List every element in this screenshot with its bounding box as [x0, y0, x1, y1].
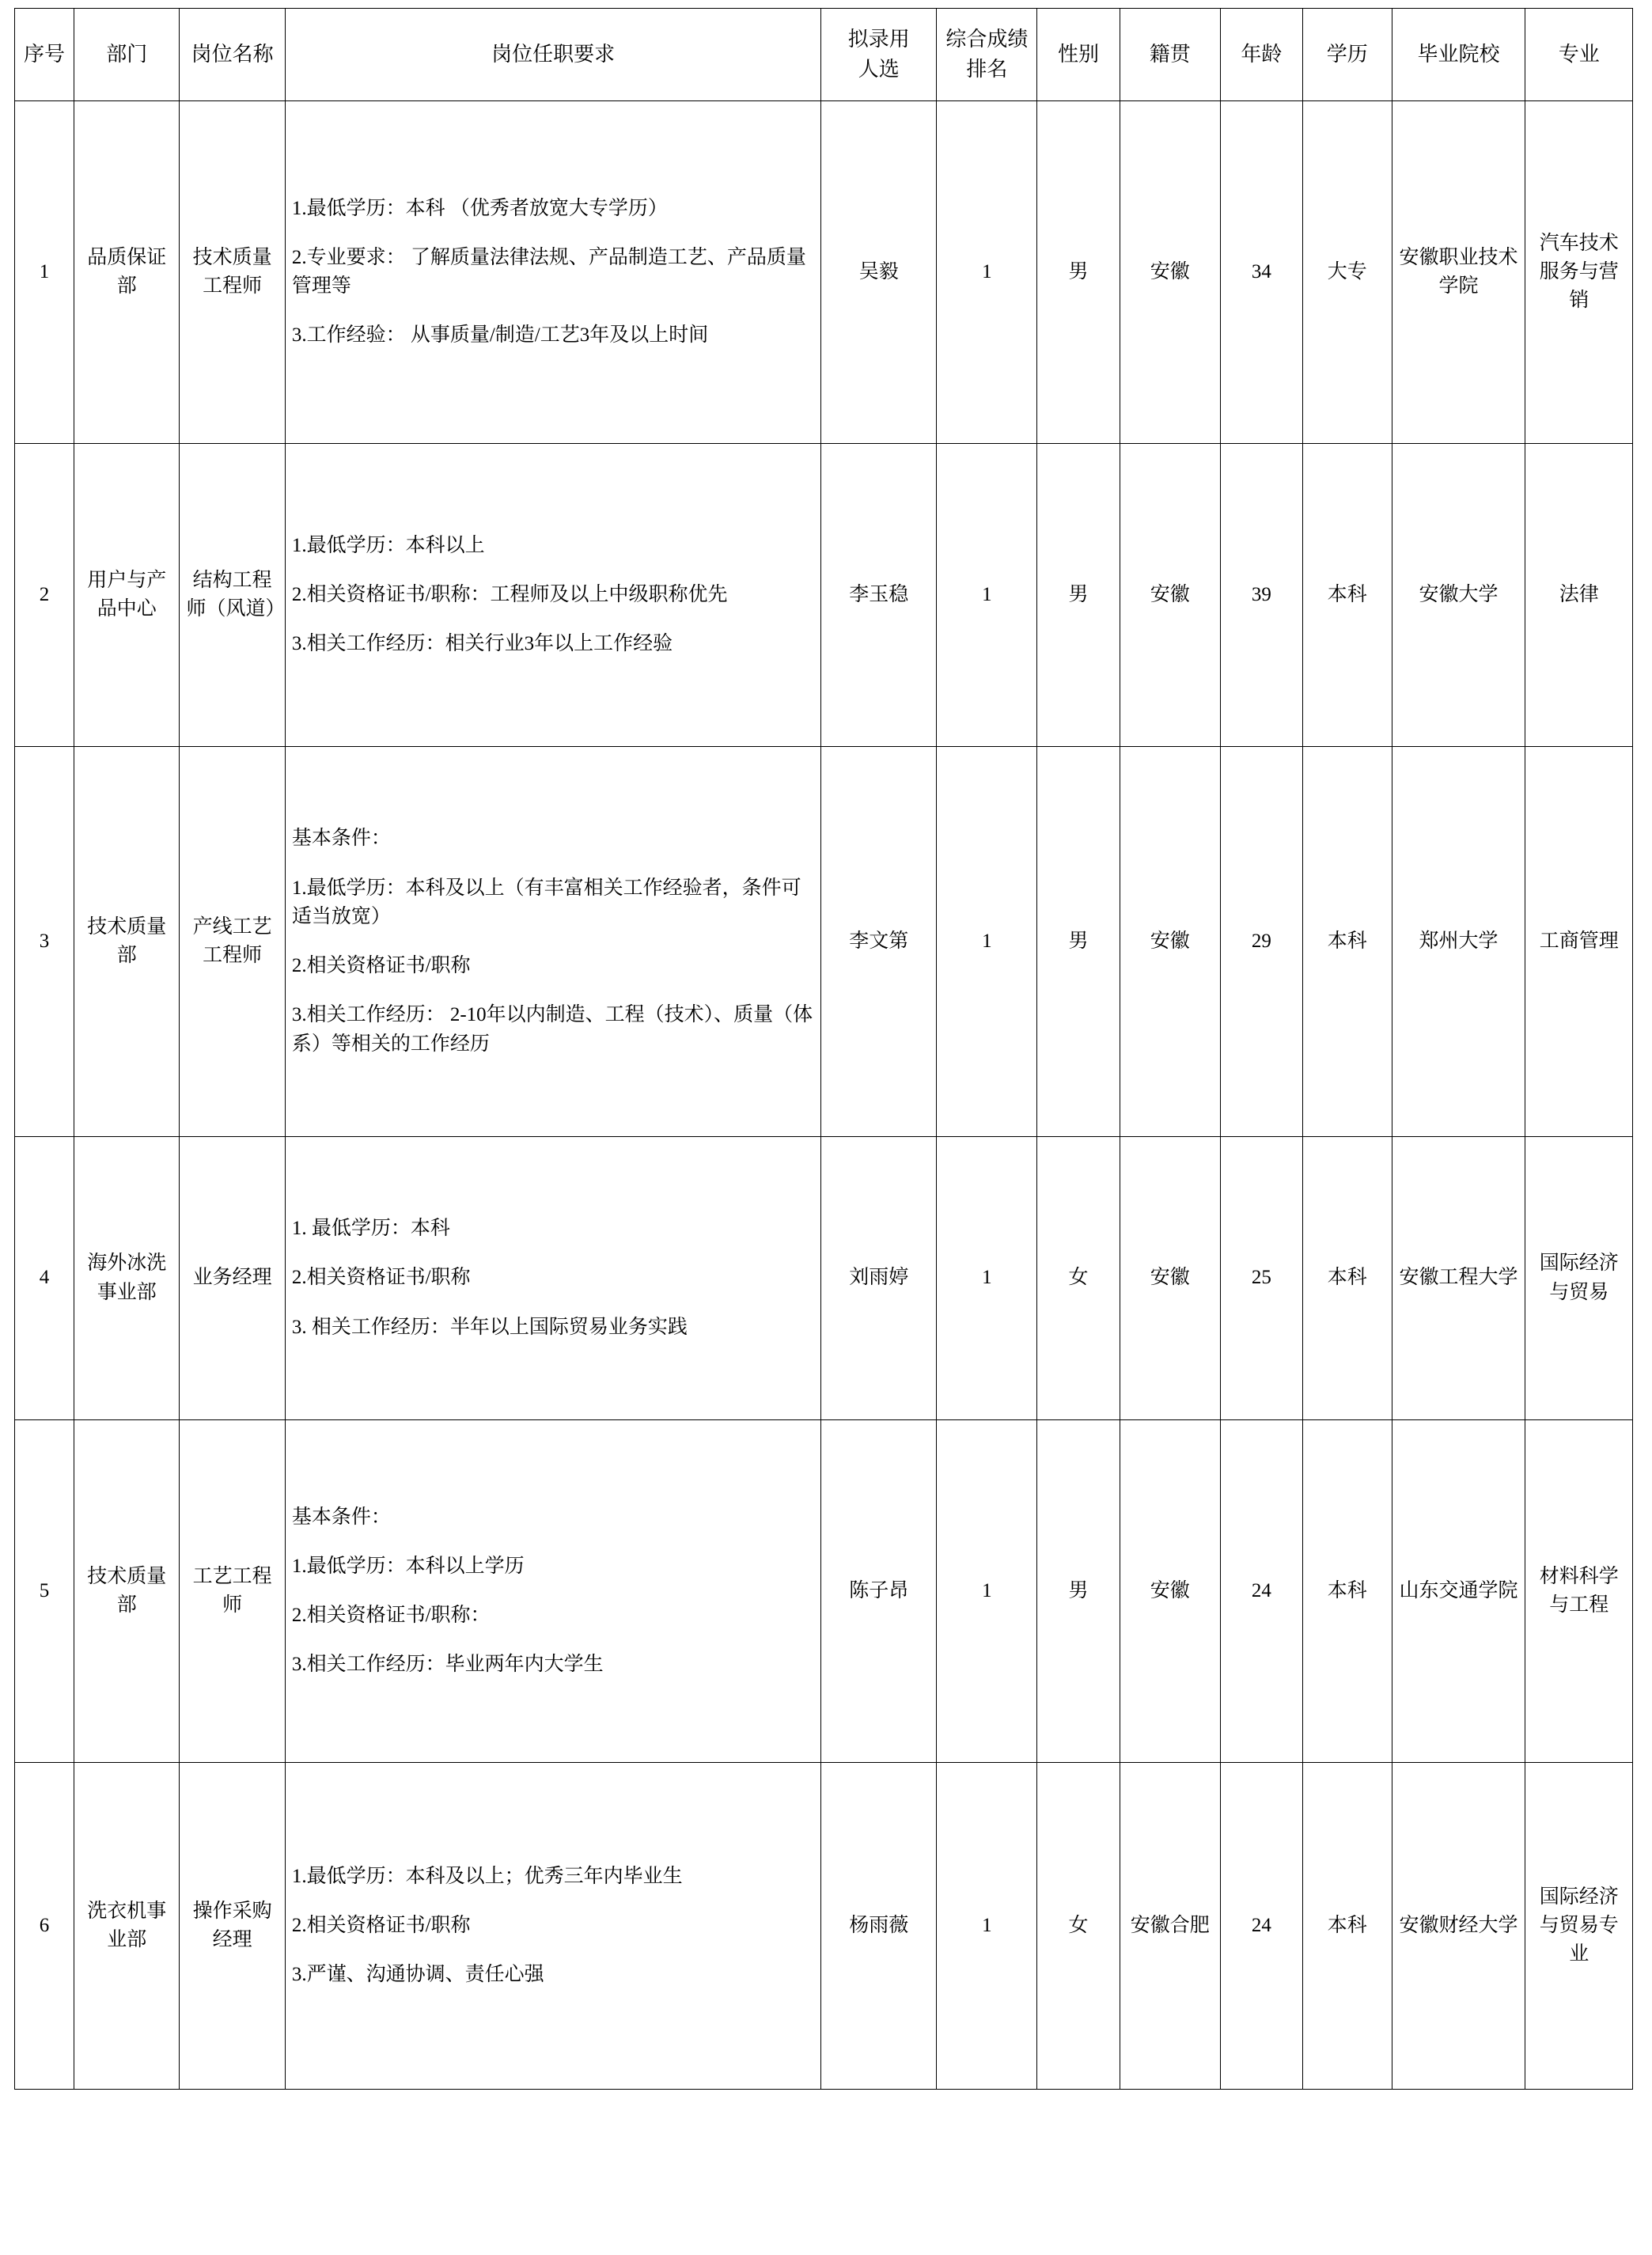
- cell-school: 安徽大学: [1392, 444, 1525, 747]
- requirement-line: 2.专业要求： 了解质量法律法规、产品制造工艺、产品质量管理等: [291, 246, 806, 297]
- cell-education: 本科: [1303, 747, 1392, 1137]
- header-school: 毕业院校: [1392, 9, 1525, 101]
- header-department: 部门: [74, 9, 180, 101]
- cell-department: 技术质量部: [74, 747, 180, 1137]
- cell-major: 汽车技术服务与营销: [1525, 101, 1633, 444]
- table-row: [15, 747, 1633, 1137]
- requirement-line: 2.相关资格证书/职称：工程师及以上中级职称优先: [291, 583, 728, 605]
- header-candidate-line2: 人选: [858, 58, 900, 81]
- cell-candidate: 杨雨薇: [821, 1763, 937, 2090]
- cell-school: 安徽职业技术学院: [1392, 101, 1525, 444]
- table-row: [15, 1763, 1633, 2090]
- cell-major: 国际经济与贸易专业: [1525, 1763, 1633, 2090]
- cell-post-name: 产线工艺工程师: [180, 747, 285, 1137]
- table-row: [15, 1137, 1633, 1420]
- cell-major: 材料科学与工程: [1525, 1420, 1633, 1763]
- cell-origin: 安徽: [1120, 101, 1220, 444]
- cell-department: 用户与产品中心: [74, 444, 180, 747]
- cell-candidate: 刘雨婷: [821, 1137, 937, 1420]
- header-rank: [937, 9, 1037, 101]
- cell-rank: 1: [937, 1763, 1037, 2090]
- cell-index: 5: [15, 1420, 74, 1763]
- cell-origin: 安徽: [1120, 1420, 1220, 1763]
- cell-gender: 男: [1037, 444, 1120, 747]
- header-candidate: [821, 9, 937, 101]
- cell-education: 本科: [1303, 444, 1392, 747]
- requirement-line: 1.最低学历：本科 （优秀者放宽大专学历）: [291, 197, 668, 219]
- recruitment-table: [14, 8, 1633, 2090]
- header-candidate-line1: 拟录用: [847, 28, 910, 51]
- header-age: 年龄: [1220, 9, 1302, 101]
- cell-origin: 安徽: [1120, 444, 1220, 747]
- cell-school: 安徽工程大学: [1392, 1137, 1525, 1420]
- header-rank-line2: 排名: [966, 58, 1008, 81]
- requirement-line: 2.相关资格证书/职称: [291, 1914, 471, 1936]
- table-row: [15, 444, 1633, 747]
- cell-origin: 安徽: [1120, 747, 1220, 1137]
- requirement-line: 2.相关资格证书/职称: [291, 955, 471, 976]
- header-row: [15, 9, 1633, 101]
- cell-department: 品质保证部: [74, 101, 180, 444]
- header-requirements: 岗位任职要求: [285, 9, 820, 101]
- cell-requirements: [285, 1420, 820, 1763]
- cell-requirements: [285, 747, 820, 1137]
- cell-origin: 安徽合肥: [1120, 1763, 1220, 2090]
- cell-requirements: [285, 101, 820, 444]
- cell-rank: 1: [937, 1137, 1037, 1420]
- cell-index: 2: [15, 444, 74, 747]
- cell-gender: 男: [1037, 1420, 1120, 1763]
- requirement-line: 2.相关资格证书/职称：: [291, 1605, 491, 1626]
- cell-school: 山东交通学院: [1392, 1420, 1525, 1763]
- cell-rank: 1: [937, 444, 1037, 747]
- requirement-line: 1.最低学历：本科以上: [291, 534, 485, 556]
- cell-requirements: [285, 1763, 820, 2090]
- cell-index: 1: [15, 101, 74, 444]
- requirement-line: 3.严谨、沟通协调、责任心强: [291, 1964, 544, 1986]
- header-post-name: 岗位名称: [180, 9, 285, 101]
- header-origin: 籍贯: [1120, 9, 1220, 101]
- cell-department: 海外冰洗事业部: [74, 1137, 180, 1420]
- cell-rank: 1: [937, 1420, 1037, 1763]
- cell-education: 本科: [1303, 1763, 1392, 2090]
- cell-major: 法律: [1525, 444, 1633, 747]
- cell-index: 6: [15, 1763, 74, 2090]
- cell-rank: 1: [937, 101, 1037, 444]
- cell-post-name: 业务经理: [180, 1137, 285, 1420]
- header-major: 专业: [1525, 9, 1633, 101]
- cell-gender: 女: [1037, 1137, 1120, 1420]
- cell-department: 技术质量部: [74, 1420, 180, 1763]
- cell-major: 工商管理: [1525, 747, 1633, 1137]
- cell-age: 25: [1220, 1137, 1302, 1420]
- cell-post-name: 技术质量工程师: [180, 101, 285, 444]
- cell-gender: 男: [1037, 747, 1120, 1137]
- cell-post-name: 工艺工程师: [180, 1420, 285, 1763]
- cell-department: 洗衣机事业部: [74, 1763, 180, 2090]
- requirement-line: 3.相关工作经历： 2-10年以内制造、工程（技术）、质量（体系）等相关的工作经历: [291, 1004, 813, 1055]
- requirement-line: 3. 相关工作经历：半年以上国际贸易业务实践: [291, 1316, 688, 1338]
- cell-candidate: 陈子昂: [821, 1420, 937, 1763]
- requirement-line: 3.相关工作经历：毕业两年内大学生: [291, 1654, 604, 1676]
- requirement-line: 3.相关工作经历：相关行业3年以上工作经验: [291, 633, 673, 655]
- cell-requirements: [285, 1137, 820, 1420]
- cell-post-name: 操作采购经理: [180, 1763, 285, 2090]
- requirement-line: 1.最低学历：本科及以上；优秀三年内毕业生: [291, 1865, 683, 1887]
- cell-age: 34: [1220, 101, 1302, 444]
- header-rank-line1: 综合成绩: [945, 28, 1029, 51]
- cell-index: 4: [15, 1137, 74, 1420]
- cell-age: 24: [1220, 1420, 1302, 1763]
- cell-major: 国际经济与贸易: [1525, 1137, 1633, 1420]
- cell-school: 郑州大学: [1392, 747, 1525, 1137]
- requirement-line: 2.相关资格证书/职称: [291, 1267, 471, 1289]
- cell-candidate: 吴毅: [821, 101, 937, 444]
- cell-candidate: 李玉稳: [821, 444, 937, 747]
- cell-gender: 女: [1037, 1763, 1120, 2090]
- requirement-line: 基本条件：: [291, 1506, 391, 1528]
- cell-age: 24: [1220, 1763, 1302, 2090]
- cell-school: 安徽财经大学: [1392, 1763, 1525, 2090]
- requirement-line: 基本条件：: [291, 828, 391, 850]
- table-row: [15, 1420, 1633, 1763]
- cell-index: 3: [15, 747, 74, 1137]
- cell-rank: 1: [937, 747, 1037, 1137]
- cell-age: 39: [1220, 444, 1302, 747]
- header-index: 序号: [15, 9, 74, 101]
- header-education: 学历: [1303, 9, 1392, 101]
- cell-gender: 男: [1037, 101, 1120, 444]
- cell-origin: 安徽: [1120, 1137, 1220, 1420]
- cell-education: 大专: [1303, 101, 1392, 444]
- cell-age: 29: [1220, 747, 1302, 1137]
- table-row: [15, 101, 1633, 444]
- requirement-line: 1. 最低学历：本科: [291, 1218, 450, 1240]
- cell-education: 本科: [1303, 1420, 1392, 1763]
- requirement-line: 3.工作经验： 从事质量/制造/工艺3年及以上时间: [291, 324, 709, 347]
- header-gender: 性别: [1037, 9, 1120, 101]
- cell-education: 本科: [1303, 1137, 1392, 1420]
- cell-candidate: 李文第: [821, 747, 937, 1137]
- requirement-line: 1.最低学历：本科以上学历: [291, 1555, 525, 1577]
- cell-requirements: [285, 444, 820, 747]
- cell-post-name: 结构工程师（风道）: [180, 444, 285, 747]
- requirement-line: 1.最低学历：本科及以上（有丰富相关工作经验者，条件可适当放宽）: [291, 877, 801, 927]
- table-body: [15, 101, 1633, 2090]
- table-header: [15, 9, 1633, 101]
